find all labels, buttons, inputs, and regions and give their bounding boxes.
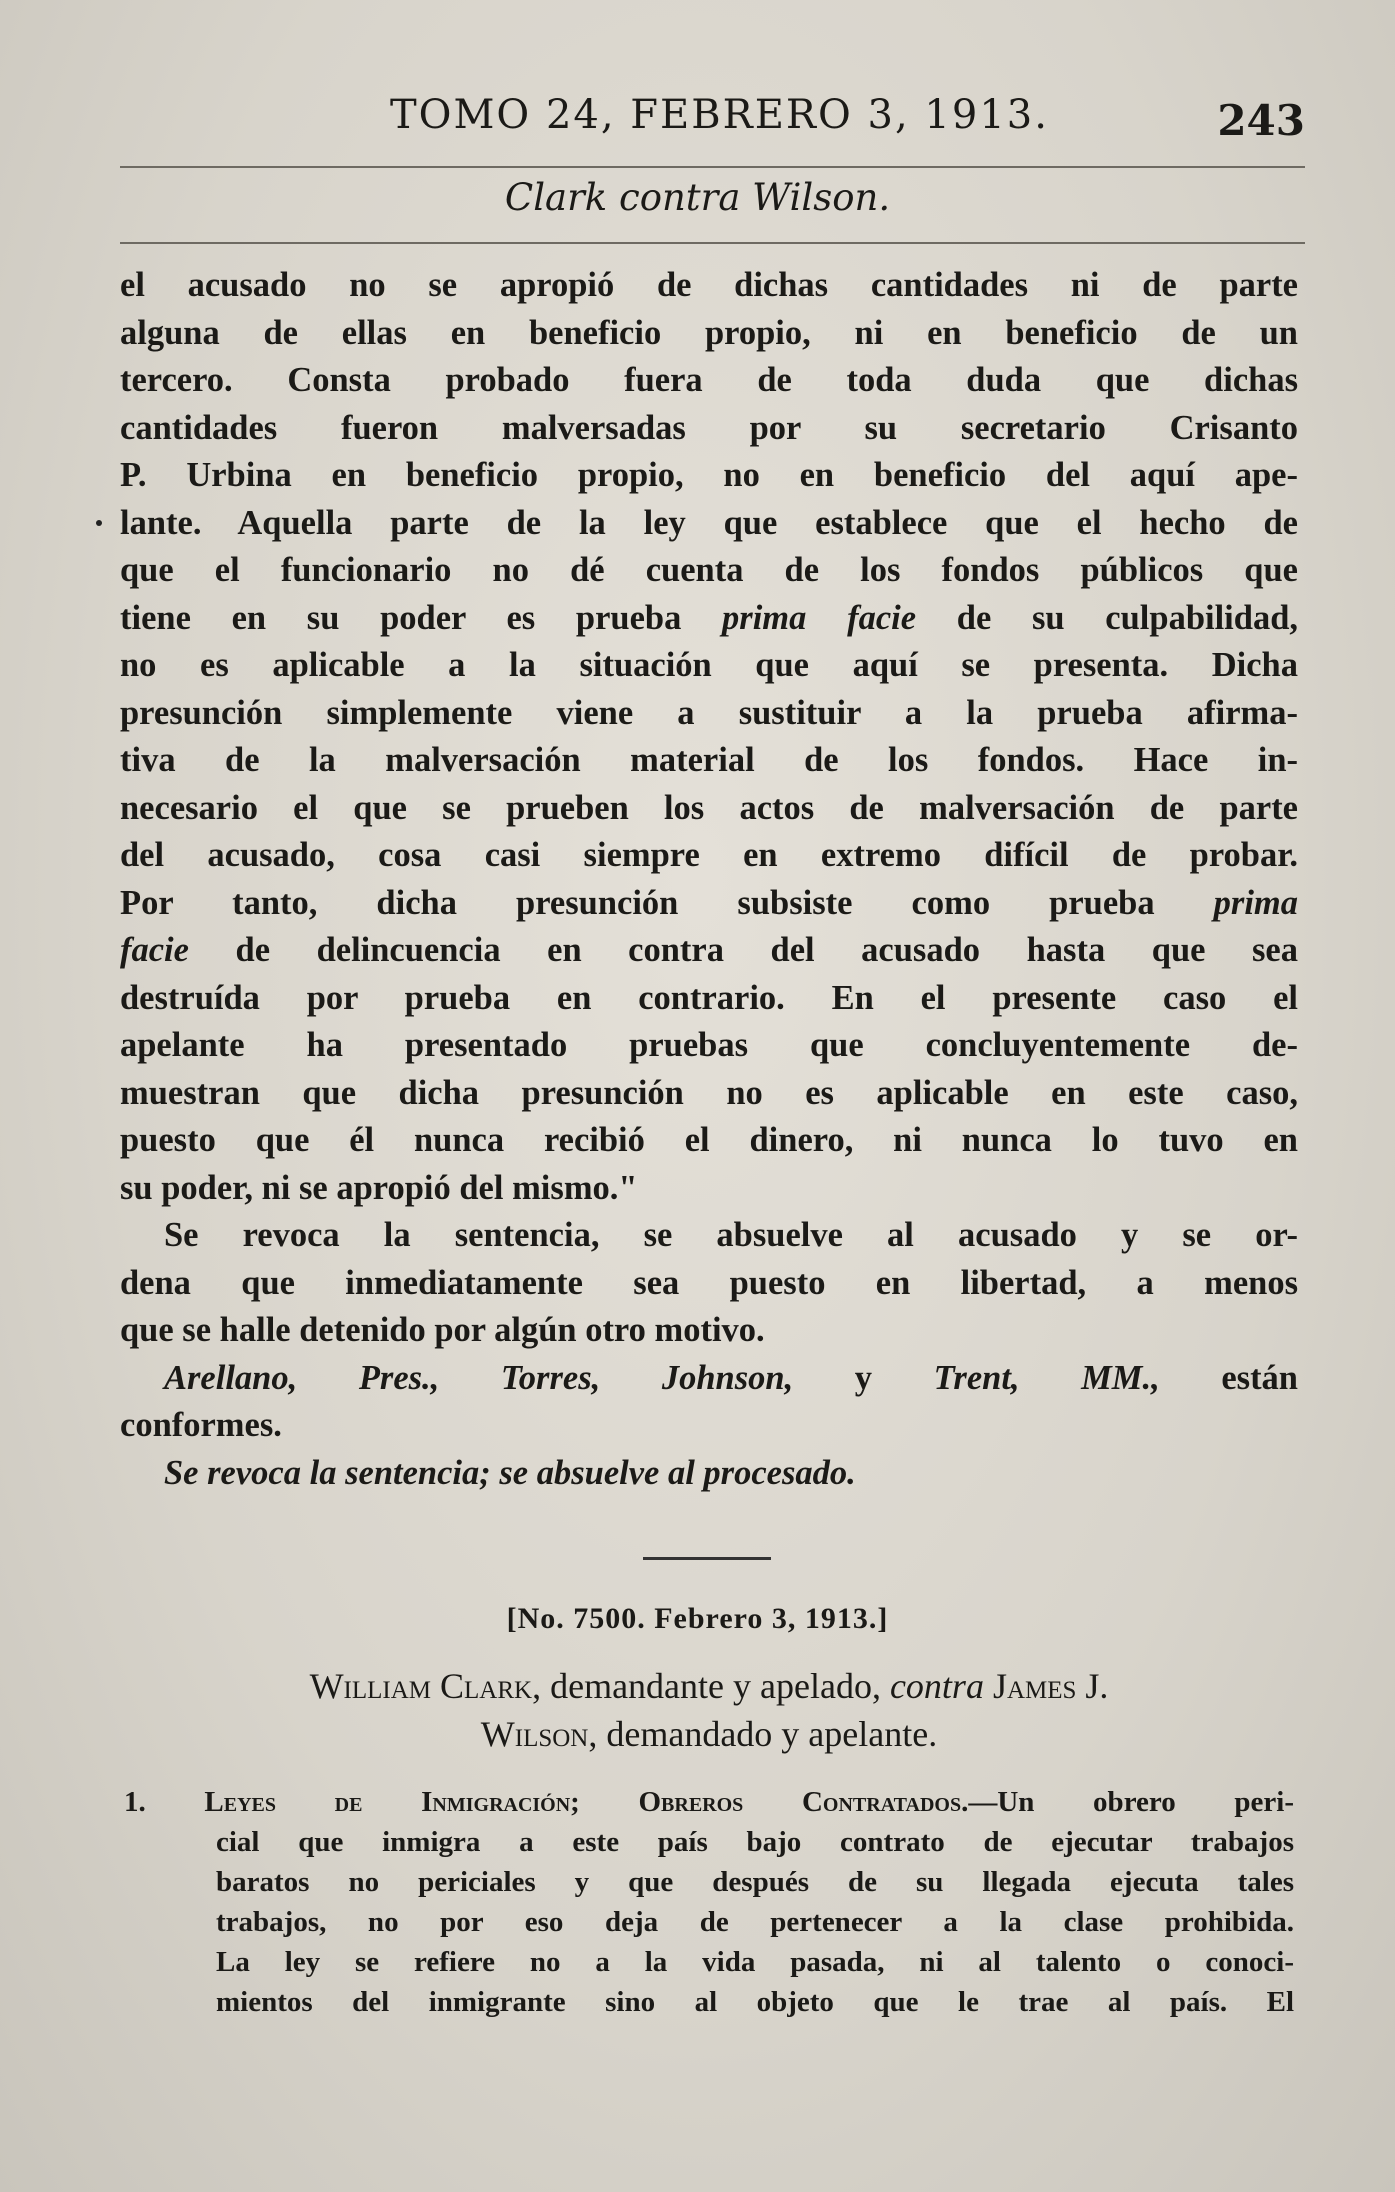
page-number: 243 [1217, 96, 1305, 145]
body-line: Se revoca la sentencia, se absuelve al acusado y se or- [164, 1216, 1298, 1254]
text-run: de delincuencia en contra del acusado hasta que sea [188, 931, 1298, 969]
body-line: su poder, ni se apropió del mismo." [120, 1168, 638, 1207]
syllabus-number: 1. [124, 1786, 146, 1818]
syllabus-line: mientos del inmigrante sino al objeto que le trae al país. El [216, 1986, 1294, 2018]
justices-names: Trent, MM., [933, 1358, 1160, 1397]
body-line [120, 927, 1298, 975]
justices-names: Arellano, Pres., Torres, Johnson, [164, 1358, 794, 1397]
margin-mark [96, 520, 102, 526]
body-line: apelante ha presentado pruebas que concluyentemente de- [120, 1026, 1298, 1064]
body-line: necesario el que se prueben los actos de malversación de parte [120, 788, 1298, 827]
subheader-rule [120, 242, 1305, 244]
body-line: cantidades fueron malversadas por su secretario Crisanto [120, 408, 1298, 447]
syllabus-line: cial que inmigra a este país bajo contrato de ejecutar trabajos [216, 1826, 1294, 1858]
concurrence-line: conformes. [120, 1406, 282, 1444]
page-header [120, 92, 1305, 152]
body-line: P. Urbina en beneficio propio, no en beneficio del aquí ape- [120, 456, 1298, 494]
body-line: tercero. Consta probado fuera de toda duda que dichas [120, 361, 1298, 399]
body-line: que se halle detenido por algún otro motivo. [120, 1311, 765, 1349]
text-run: y [793, 1358, 934, 1397]
italic-term: facie [120, 931, 189, 969]
body-line: tiva de la malversación material de los fondos. Hace in- [120, 741, 1298, 779]
body-line [120, 595, 1298, 643]
text-run: —Un obrero peri- [968, 1786, 1295, 1818]
defendant-name: James J. [983, 1666, 1109, 1706]
italic-term: prima [1213, 883, 1298, 922]
syllabus-line: trabajos, no por eso deja de pertenecer a la clase prohibida. [216, 1906, 1294, 1938]
plaintiff-role: , demandante y apelado, [532, 1666, 890, 1706]
body-line: presunción simplemente viene a sustituir a la prueba afirma- [120, 693, 1298, 732]
contra-word: contra [889, 1666, 984, 1706]
case-title: Clark contra Wilson. [504, 176, 891, 219]
syllabus-line [124, 1782, 1294, 1822]
body-line: muestran que dicha presunción no es aplicable en este caso, [120, 1073, 1298, 1112]
text-run: tiene en su poder es prueba [120, 598, 723, 637]
concurrence-line [120, 1355, 1298, 1403]
body-line: dena que inmediatamente sea puesto en libertad, a menos [120, 1263, 1298, 1302]
defendant-name: Wilson [480, 1714, 589, 1754]
text-run: de su culpabilidad, [916, 598, 1299, 637]
plaintiff-name: William Clark [309, 1666, 533, 1706]
defendant-role: , demandado y apelante. [588, 1714, 938, 1754]
body-line: no es aplicable a la situación que aquí se presenta. Dicha [120, 646, 1298, 684]
body-line: el acusado no se apropió de dichas cantidades ni de parte [120, 266, 1298, 304]
opinion-text [120, 262, 1298, 1497]
section-divider [643, 1557, 771, 1560]
syllabus-line: baratos no periciales y que después de su llegada ejecuta tales [216, 1866, 1294, 1898]
syllabus-line: La ley se refiere no a la vida pasada, ni al talento o conoci- [216, 1946, 1294, 1978]
body-line: lante. Aquella parte de la ley que establece que el hecho de [120, 503, 1298, 542]
syllabus [124, 1782, 1294, 2022]
body-line: alguna de ellas en beneficio propio, ni en beneficio de un [120, 313, 1298, 352]
header-rule [120, 166, 1305, 168]
body-line: que el funcionario no dé cuenta de los fondos públicos que [120, 551, 1298, 589]
body-line: destruída por prueba en contrario. En el presente caso el [120, 978, 1298, 1017]
disposition: Se revoca la sentencia; se absuelve al procesado. [164, 1453, 856, 1492]
body-line [120, 880, 1298, 928]
syllabus-heading: Leyes de Inmigración; Obreros Contratados. [204, 1786, 969, 1818]
running-head: TOMO 24, FEBRERO 3, 1913. [390, 92, 1049, 138]
case-parties [120, 1662, 1298, 1758]
text-run: están [1159, 1358, 1298, 1397]
docket-number: [No. 7500. Febrero 3, 1913.] [506, 1602, 889, 1635]
body-line: del acusado, cosa casi siempre en extremo difícil de probar. [120, 836, 1298, 874]
text-run: Por tanto, dicha presunción subsiste como prueba [120, 883, 1214, 922]
body-line: puesto que él nunca recibió el dinero, ni nunca lo tuvo en [120, 1121, 1298, 1159]
italic-term: prima facie [722, 598, 917, 637]
